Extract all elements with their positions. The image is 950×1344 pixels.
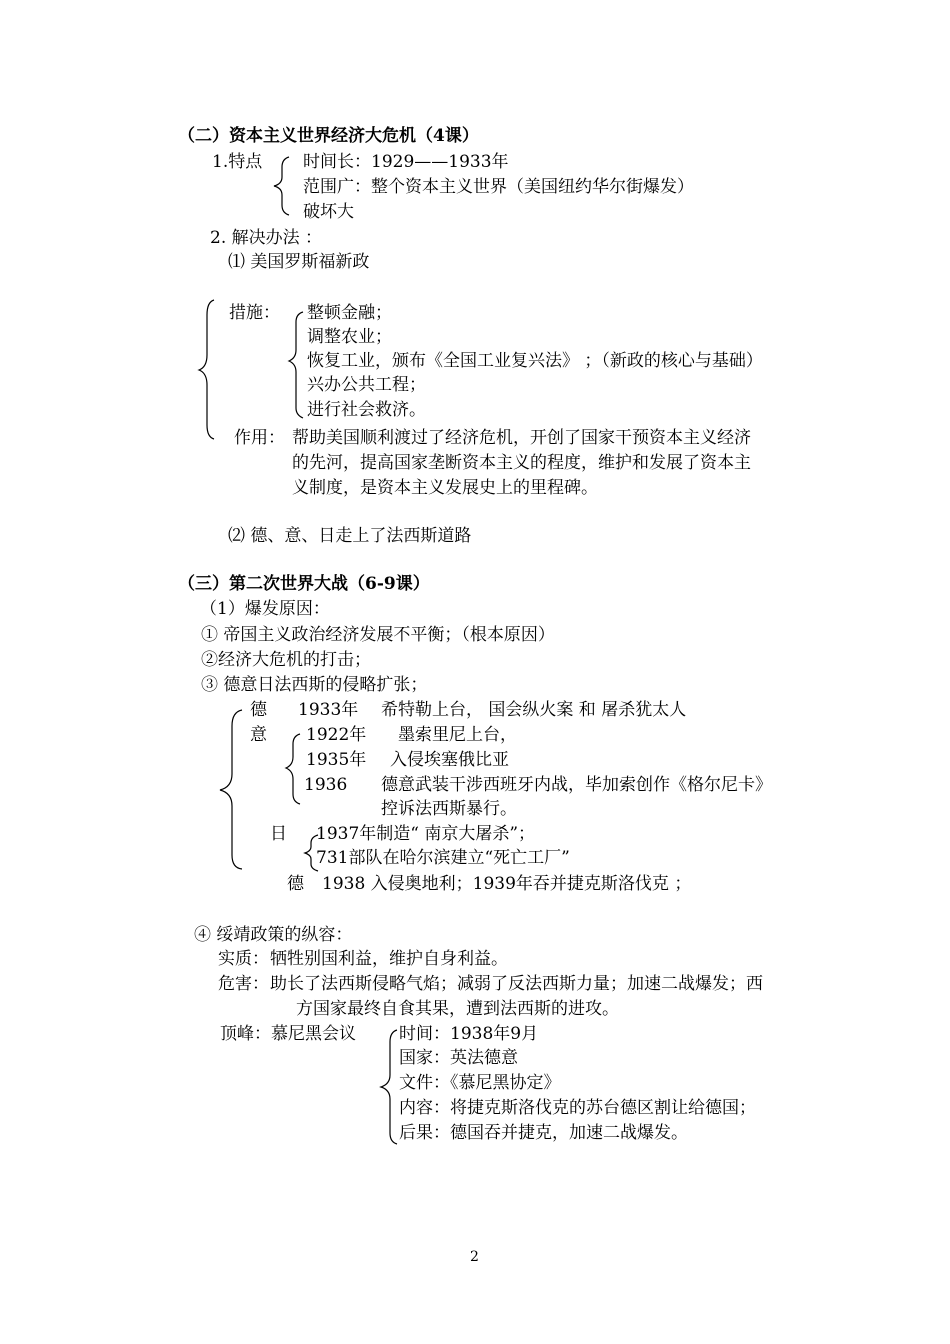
list-item: 破坏大 — [303, 202, 354, 222]
event-text: 墨索里尼上台， — [398, 725, 517, 745]
country-label: 意 — [250, 725, 267, 745]
list-item: 时间长：1929——1933年 — [303, 152, 509, 172]
list-item: 时间：1938年9月 — [399, 1024, 539, 1044]
paragraph-line: 牺牲别国利益，维护自身利益。 — [270, 949, 508, 969]
country-label: 德 — [250, 700, 267, 720]
country-label: 德 — [287, 874, 304, 894]
list-item: 兴办公共工程； — [307, 375, 426, 395]
event-text: 1937年制造“ 南京大屠杀”； — [316, 824, 536, 844]
list-item: ① 帝国主义政治经济发展不平衡；（根本原因） — [201, 625, 555, 645]
list-item: 范围广：整个资本主义世界（美国纽约华尔街爆发） — [303, 177, 694, 197]
list-item: 恢复工业，颁布《全国工业复兴法》 ；（新政的核心与基础） — [307, 351, 763, 371]
list-item: ②经济大危机的打击； — [201, 650, 371, 670]
list-item: 内容：将捷克斯洛伐克的苏台德区割让给德国； — [399, 1098, 756, 1118]
paragraph-line: 的先河，提高国家垄断资本主义的程度，维护和发展了资本主 — [292, 453, 751, 473]
list-item: ④ 绥靖政策的纵容： — [194, 925, 353, 945]
event-text: 德意武装干涉西班牙内战，毕加索创作《格尔尼卡》 — [381, 775, 772, 795]
country-label: 日 — [270, 824, 287, 844]
list-item: 国家：英法德意 — [399, 1048, 518, 1068]
brace — [199, 300, 214, 439]
measures-label: 措施： — [229, 303, 280, 323]
list-item: 整顿金融； — [307, 303, 392, 323]
event-text: 控诉法西斯暴行。 — [381, 799, 517, 819]
section-title: （二）资本主义世界经济大危机（4课） — [178, 126, 479, 146]
section-title: （三）第二次世界大战（6-9课） — [178, 574, 430, 594]
point-label: 1.特点 — [212, 152, 263, 172]
brace — [220, 710, 242, 869]
brace — [289, 312, 303, 418]
effect-label: 作用： — [234, 428, 285, 448]
harm-label: 危害： — [218, 974, 269, 994]
event-text: 希特勒上台， 国会纵火案 和 屠杀犹太人 — [381, 700, 687, 720]
year: 1922年 — [306, 725, 367, 745]
event-text: 入侵埃塞俄比亚 — [390, 750, 509, 770]
cause-label: （1）爆发原因： — [200, 599, 330, 619]
list-item: 进行社会救济。 — [307, 400, 426, 420]
essence-label: 实质： — [218, 949, 269, 969]
list-item: 调整农业； — [307, 327, 392, 347]
paragraph-line: 义制度，是资本主义发展史上的里程碑。 — [292, 478, 598, 498]
list-item: 后果：德国吞并捷克，加速二战爆发。 — [399, 1123, 688, 1143]
paragraph-line: 助长了法西斯侵略气焰；减弱了反法西斯力量；加速二战爆发；西 — [270, 974, 763, 994]
peak-label: 顶峰：慕尼黑会议 — [220, 1024, 356, 1044]
paragraph-line: 方国家最终自食其果，遭到法西斯的进攻。 — [296, 999, 619, 1019]
brace — [381, 1030, 397, 1144]
event-text: 1938 入侵奥地利；1939年吞并捷克斯洛伐克 ； — [322, 874, 692, 894]
sub-heading: ⑵ 德、意、日走上了法西斯道路 — [228, 526, 472, 546]
paragraph-line: 帮助美国顺利渡过了经济危机，开创了国家干预资本主义经济 — [292, 428, 751, 448]
list-item: ③ 德意日法西斯的侵略扩张； — [201, 675, 428, 695]
event-text: 731部队在哈尔滨建立“死亡工厂” — [316, 848, 570, 868]
year: 1936 — [304, 775, 348, 795]
year: 1935年 — [306, 750, 367, 770]
sub-heading: ⑴ 美国罗斯福新政 — [228, 252, 370, 272]
brace — [286, 734, 300, 804]
year: 1933年 — [298, 700, 359, 720]
brace — [274, 157, 289, 215]
point-label: 2. 解决办法 ： — [210, 228, 323, 248]
list-item: 文件：《慕尼黑协定》 — [399, 1073, 561, 1093]
brace — [305, 835, 318, 871]
page-number: 2 — [470, 1249, 479, 1265]
